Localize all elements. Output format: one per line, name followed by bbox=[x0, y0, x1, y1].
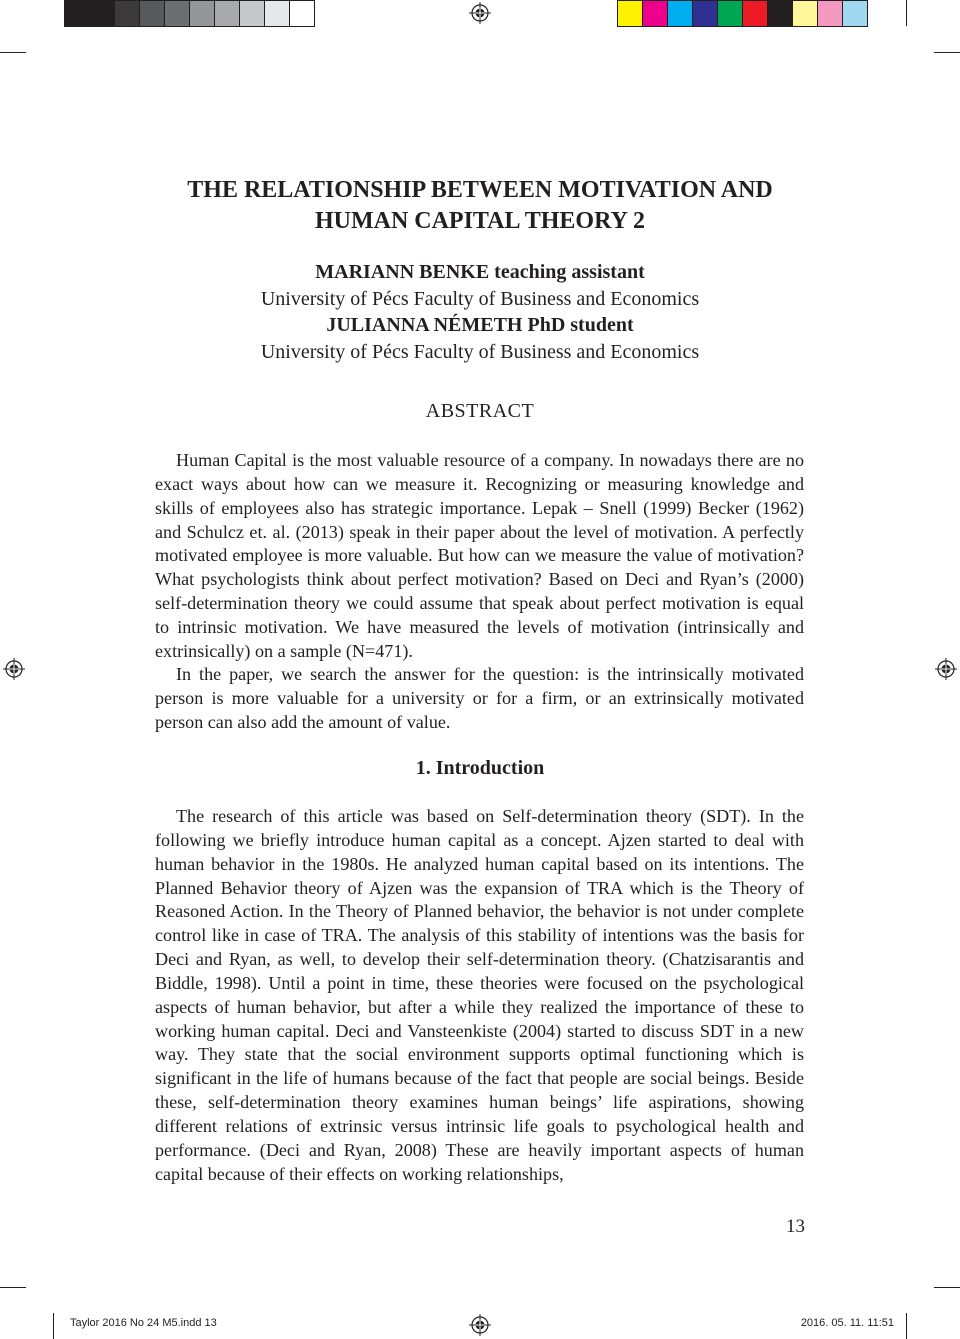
crop-mark bbox=[934, 52, 960, 53]
crop-mark bbox=[0, 1287, 26, 1288]
registration-mark-icon bbox=[3, 658, 25, 680]
grayscale-color-bar bbox=[64, 0, 315, 27]
article-title bbox=[140, 175, 820, 237]
slug-filename: Taylor 2016 No 24 M5.indd 13 bbox=[70, 1317, 217, 1329]
color-swatch bbox=[717, 0, 742, 27]
author-affiliation: University of Pécs Faculty of Business and Economics bbox=[260, 340, 700, 363]
crop-mark bbox=[906, 0, 907, 26]
crop-mark bbox=[906, 1313, 907, 1339]
registration-mark-icon bbox=[469, 2, 491, 24]
color-swatch bbox=[667, 0, 692, 27]
color-swatch bbox=[239, 0, 264, 27]
abstract-heading: ABSTRACT bbox=[425, 400, 535, 422]
crop-mark bbox=[0, 52, 26, 53]
crop-mark bbox=[934, 1287, 960, 1288]
author-name: MARIANN BENKE teaching assistant bbox=[315, 261, 645, 283]
color-swatch bbox=[139, 0, 164, 27]
color-swatch bbox=[817, 0, 842, 27]
color-swatch bbox=[189, 0, 214, 27]
color-swatch bbox=[264, 0, 289, 27]
color-swatch bbox=[289, 0, 315, 27]
crop-mark bbox=[53, 1313, 54, 1339]
abstract-paragraph: Human Capital is the most valuable resource of a company. In nowadays there are no exact ways about how can we measure it. Recognizing or measuring knowledge and skills of employees also has strategic importance. Lepak – Snell (1999) Becker (1962) and Schulcz et. al. (2013) speak in their paper about the level of motivation. A perfectly motivated employee is more valuable. But how can we measure the value of motivation? What psychologists think about perfect motivation? Based on Deci and Ryan’s (2000) self-determination theory we could assume that speak about perfect motivation is equal to intrinsic motivation. We have measured the levels of motivation (intrinsically and extrinsically) on a sample (N=471). bbox=[155, 450, 804, 661]
section-heading: 1. Introduction bbox=[415, 757, 545, 779]
author-affiliation: University of Pécs Faculty of Business and Economics bbox=[260, 287, 700, 310]
color-swatch bbox=[64, 0, 89, 27]
color-swatch bbox=[89, 0, 114, 27]
color-swatch bbox=[617, 0, 642, 27]
cmyk-color-bar bbox=[617, 0, 868, 27]
color-swatch bbox=[742, 0, 767, 27]
color-swatch bbox=[692, 0, 717, 27]
title-line: HUMAN CAPITAL THEORY 2 bbox=[314, 208, 646, 234]
color-swatch bbox=[842, 0, 868, 27]
abstract-paragraph: In the paper, we search the answer for the question: is the intrinsically motivated person is more valuable for a university or for a firm, or an extrinsically motivated person can also add the amount of value. bbox=[155, 664, 804, 732]
title-line: THE RELATIONSHIP BETWEEN MOTIVATION AND bbox=[187, 177, 773, 203]
color-swatch bbox=[164, 0, 189, 27]
color-swatch bbox=[214, 0, 239, 27]
color-swatch bbox=[114, 0, 139, 27]
registration-mark-icon bbox=[935, 658, 957, 680]
color-swatch bbox=[767, 0, 792, 27]
color-swatch bbox=[642, 0, 667, 27]
registration-mark-icon bbox=[469, 1314, 491, 1336]
body-paragraph: The research of this article was based on Self-determination theory (SDT). In the following we briefly introduce human capital as a concept. Ajzen started to deal with human behavior in the 1980s. He analyzed human capital based on its intentions. The Planned Behavior theory of Ajzen was the expansion of TRA which is the Theory of Reasoned Action. In the Theory of Planned behavior, the behavior is not under complete control like in case of TRA. The analysis of this stability of intentions was the basis for Deci and Ryan, as well, to develop their self-determination theory. (Chatzisarantis and Biddle, 1998). Until a point in time, these theories were focused on the psychological aspects of human behavior, but after a while they realized the importance of these to working human capital. Deci and Vansteenkiste (2004) started to discuss SDT in a new way. They state that the social environment supports optimal functioning which is significant in the life of humans because of the fact that people are social beings. Beside these, self-determination theory examines human beings’ life aspirations, showing different relations of extrinsic versus intrinsic life goals to psychological health and performance. (Deci and Ryan, 2008) These are heavily important aspects of human capital because of their effects on working relationships, bbox=[155, 806, 804, 1184]
slug-datetime: 2016. 05. 11. 11:51 bbox=[800, 1317, 894, 1329]
author-block bbox=[140, 259, 820, 365]
author-name: JULIANNA NÉMETH PhD student bbox=[326, 314, 634, 336]
page-number: 13 bbox=[786, 1216, 805, 1237]
color-swatch bbox=[792, 0, 817, 27]
